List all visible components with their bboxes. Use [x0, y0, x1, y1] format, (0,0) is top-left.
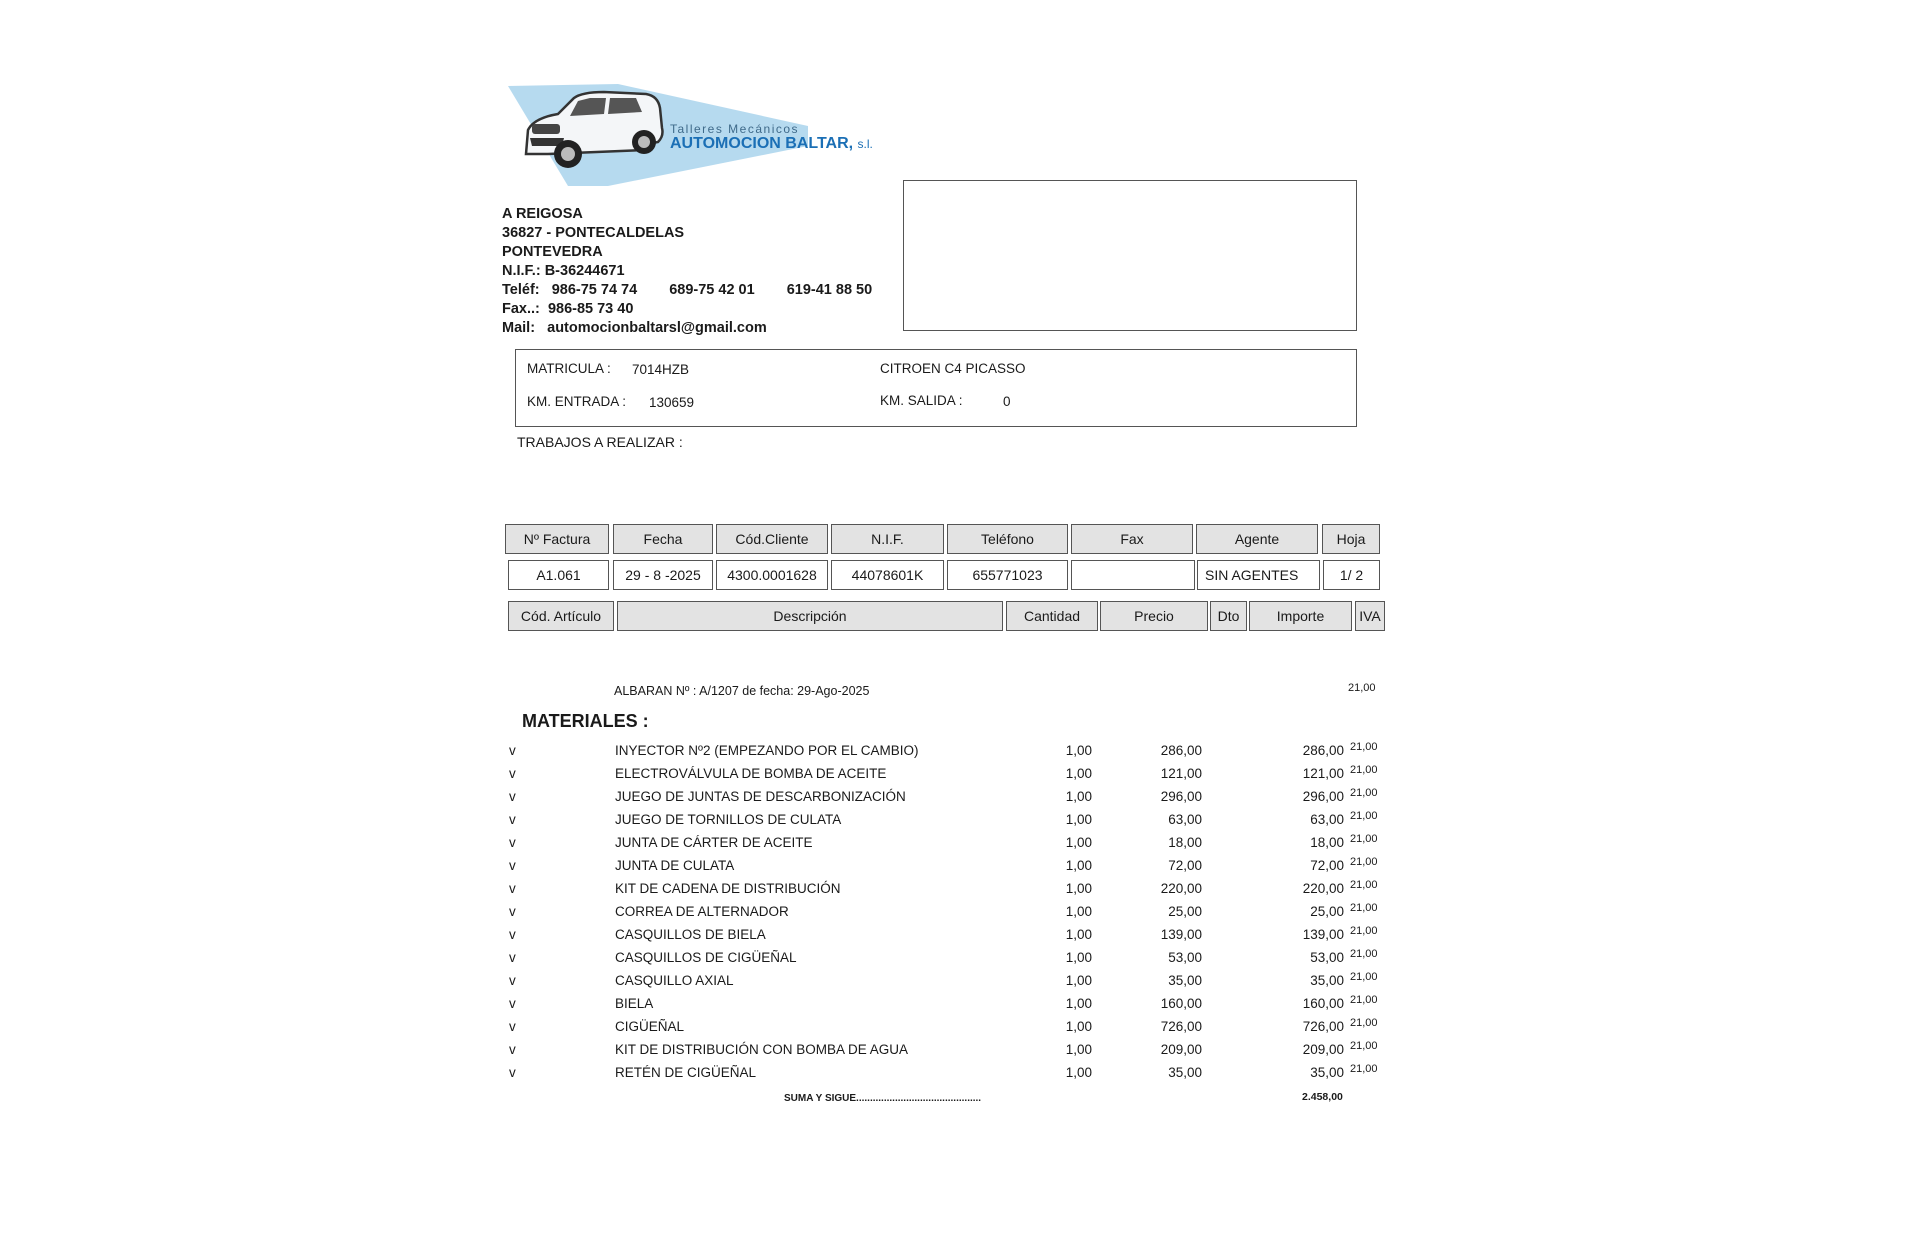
address-line2: 36827 - PONTECALDELAS: [502, 225, 685, 241]
item-importe: 139,00: [1302, 927, 1344, 942]
albaran-reference: ALBARAN Nº : A/1207 de fecha: 29-Ago-2025: [614, 684, 870, 698]
suma-total: 2.458,00: [1302, 1091, 1343, 1103]
hdr-agente: Agente: [1196, 524, 1318, 554]
list-item: [0, 973, 1920, 993]
list-item: [0, 858, 1920, 878]
hdr-cod-cliente: Cód.Cliente: [716, 524, 828, 554]
item-quantity: 1,00: [1065, 1042, 1092, 1057]
item-iva: 21,00: [1350, 902, 1378, 914]
item-description: KIT DE DISTRIBUCIÓN CON BOMBA DE AGUA: [615, 1042, 909, 1057]
item-price: 209,00: [1160, 1042, 1202, 1057]
item-importe: 35,00: [1310, 1065, 1344, 1080]
val-fecha: 29 - 8 -2025: [613, 560, 713, 590]
item-price: 63,00: [1168, 812, 1202, 827]
item-price: 139,00: [1160, 927, 1202, 942]
item-description: BIELA: [615, 996, 654, 1011]
hdr-dto: Dto: [1210, 601, 1247, 631]
tel-1: 986-75 74 74: [551, 282, 638, 298]
nif-line: [502, 262, 872, 281]
km-entrada-label: KM. ENTRADA :: [527, 394, 627, 409]
item-mark: v: [509, 789, 516, 804]
list-item: [0, 1065, 1920, 1085]
hdr-importe: Importe: [1249, 601, 1352, 631]
item-mark: v: [509, 743, 516, 758]
list-item: [0, 835, 1920, 855]
list-item: [0, 950, 1920, 970]
item-description: JUEGO DE JUNTAS DE DESCARBONIZACIÓN: [615, 789, 906, 804]
item-iva: 21,00: [1350, 1040, 1378, 1052]
fax-value: 986-85 73 40: [547, 301, 634, 317]
vehicle-model: CITROEN C4 PICASSO: [880, 361, 1026, 376]
item-iva: 21,00: [1350, 948, 1378, 960]
item-price: 53,00: [1168, 950, 1202, 965]
item-iva: 21,00: [1350, 741, 1378, 753]
hdr-cod-articulo: Cód. Artículo: [508, 601, 614, 631]
item-mark: v: [509, 881, 516, 896]
item-iva: 21,00: [1350, 1063, 1378, 1075]
item-importe: 18,00: [1310, 835, 1344, 850]
item-quantity: 1,00: [1065, 812, 1092, 827]
item-mark: v: [509, 973, 516, 988]
hdr-fecha: Fecha: [613, 524, 713, 554]
item-quantity: 1,00: [1065, 881, 1092, 896]
item-quantity: 1,00: [1065, 835, 1092, 850]
item-description: INYECTOR Nº2 (EMPEZANDO POR EL CAMBIO): [615, 743, 919, 758]
list-item: [0, 1019, 1920, 1039]
list-item: [0, 812, 1920, 832]
item-price: 296,00: [1160, 789, 1202, 804]
item-quantity: 1,00: [1065, 789, 1092, 804]
list-item: [0, 904, 1920, 924]
item-iva: 21,00: [1350, 764, 1378, 776]
item-description: KIT DE CADENA DE DISTRIBUCIÓN: [615, 881, 841, 896]
item-mark: v: [509, 858, 516, 873]
val-hoja: 1/ 2: [1323, 560, 1380, 590]
item-price: 220,00: [1160, 881, 1202, 896]
item-mark: v: [509, 904, 516, 919]
item-description: CASQUILLOS DE CIGÜEÑAL: [615, 950, 797, 965]
item-price: 726,00: [1160, 1019, 1202, 1034]
list-item: [0, 766, 1920, 786]
hdr-fax: Fax: [1071, 524, 1193, 554]
vehicle-info-box: [515, 349, 1357, 427]
list-item: [0, 743, 1920, 763]
item-description: JUNTA DE CÁRTER DE ACEITE: [615, 835, 813, 850]
list-item: [0, 1042, 1920, 1062]
item-iva: 21,00: [1350, 925, 1378, 937]
item-quantity: 1,00: [1065, 1065, 1092, 1080]
item-price: 72,00: [1168, 858, 1202, 873]
item-quantity: 1,00: [1065, 950, 1092, 965]
hdr-iva: IVA: [1355, 601, 1385, 631]
phone-line: [502, 281, 872, 300]
item-importe: 296,00: [1302, 789, 1344, 804]
item-mark: v: [509, 1065, 516, 1080]
mail-label: Mail:: [502, 320, 536, 336]
item-quantity: 1,00: [1065, 1019, 1092, 1034]
list-item: [0, 927, 1920, 947]
item-description: ELECTROVÁLVULA DE BOMBA DE ACEITE: [615, 766, 887, 781]
item-description: CIGÜEÑAL: [615, 1019, 685, 1034]
list-item: [0, 996, 1920, 1016]
val-nif: 44078601K: [831, 560, 944, 590]
item-importe: 25,00: [1310, 904, 1344, 919]
trabajos-label: TRABAJOS A REALIZAR :: [517, 434, 683, 450]
company-tagline: Talleres Mecánicos: [670, 122, 800, 136]
item-importe: 35,00: [1310, 973, 1344, 988]
hdr-nif: N.I.F.: [831, 524, 944, 554]
nif-value: B-36244671: [544, 263, 625, 279]
tel-label: Teléf:: [502, 282, 540, 298]
address-line1: A REIGOSA: [502, 206, 583, 222]
item-mark: v: [509, 1019, 516, 1034]
item-iva: 21,00: [1350, 833, 1378, 845]
item-iva: 21,00: [1350, 971, 1378, 983]
item-importe: 63,00: [1310, 812, 1344, 827]
item-iva: 21,00: [1350, 994, 1378, 1006]
item-mark: v: [509, 950, 516, 965]
tel-3: 619-41 88 50: [786, 282, 873, 298]
item-mark: v: [509, 766, 516, 781]
address-line3: PONTEVEDRA: [502, 244, 603, 260]
hdr-cantidad: Cantidad: [1006, 601, 1098, 631]
company-name: AUTOMOCION BALTAR,: [670, 135, 854, 152]
hdr-hoja: Hoja: [1322, 524, 1380, 554]
hdr-factura: Nº Factura: [505, 524, 609, 554]
item-importe: 121,00: [1302, 766, 1344, 781]
item-importe: 160,00: [1302, 996, 1344, 1011]
item-iva: 21,00: [1350, 810, 1378, 822]
item-mark: v: [509, 1042, 516, 1057]
item-mark: v: [509, 835, 516, 850]
fax-label: Fax..:: [502, 301, 540, 317]
val-fax: [1071, 560, 1195, 590]
item-mark: v: [509, 812, 516, 827]
val-telefono: 655771023: [947, 560, 1068, 590]
company-address: [502, 205, 872, 338]
item-quantity: 1,00: [1065, 973, 1092, 988]
item-importe: 53,00: [1310, 950, 1344, 965]
matricula-value: 7014HZB: [632, 362, 690, 377]
item-importe: 72,00: [1310, 858, 1344, 873]
fax-line: [502, 300, 872, 319]
item-importe: 220,00: [1302, 881, 1344, 896]
item-iva: 21,00: [1350, 1017, 1378, 1029]
km-salida-value: 0: [1003, 394, 1011, 409]
list-item: [0, 881, 1920, 901]
item-importe: 286,00: [1302, 743, 1344, 758]
item-quantity: 1,00: [1065, 904, 1092, 919]
item-mark: v: [509, 927, 516, 942]
item-price: 121,00: [1160, 766, 1202, 781]
item-price: 160,00: [1160, 996, 1202, 1011]
list-item: [0, 789, 1920, 809]
item-iva: 21,00: [1350, 856, 1378, 868]
item-quantity: 1,00: [1065, 996, 1092, 1011]
hdr-descripcion: Descripción: [617, 601, 1003, 631]
item-description: CORREA DE ALTERNADOR: [615, 904, 789, 919]
val-factura: A1.061: [508, 560, 609, 590]
item-importe: 726,00: [1302, 1019, 1344, 1034]
item-description: RETÉN DE CIGÜEÑAL: [615, 1065, 757, 1080]
client-address-box: [903, 180, 1357, 331]
item-price: 18,00: [1168, 835, 1202, 850]
suma-y-sigue-label: SUMA Y SIGUE.............................................: [784, 1093, 982, 1104]
item-description: CASQUILLO AXIAL: [615, 973, 734, 988]
hdr-precio: Precio: [1100, 601, 1208, 631]
km-entrada-value: 130659: [649, 395, 695, 410]
item-description: CASQUILLOS DE BIELA: [615, 927, 766, 942]
item-quantity: 1,00: [1065, 766, 1092, 781]
item-quantity: 1,00: [1065, 743, 1092, 758]
item-description: JUEGO DE TORNILLOS DE CULATA: [615, 812, 842, 827]
company-suffix: s.l.: [857, 137, 873, 151]
hdr-telefono: Teléfono: [947, 524, 1068, 554]
val-agente: SIN AGENTES: [1197, 560, 1320, 590]
mail-line: [502, 319, 872, 338]
item-quantity: 1,00: [1065, 858, 1092, 873]
nif-label: N.I.F.:: [502, 263, 541, 279]
item-price: 35,00: [1168, 1065, 1202, 1080]
item-description: JUNTA DE CULATA: [615, 858, 735, 873]
item-price: 286,00: [1160, 743, 1202, 758]
mail-value: automocionbaltarsl@gmail.com: [547, 320, 767, 336]
km-salida-label: KM. SALIDA :: [880, 393, 963, 408]
val-cod-cliente: 4300.0001628: [716, 560, 828, 590]
item-price: 35,00: [1168, 973, 1202, 988]
materiales-heading: MATERIALES :: [522, 711, 649, 731]
tel-2: 689-75 42 01: [669, 282, 755, 298]
item-iva: 21,00: [1350, 787, 1378, 799]
item-price: 25,00: [1168, 904, 1202, 919]
item-iva: 21,00: [1350, 879, 1378, 891]
item-quantity: 1,00: [1065, 927, 1092, 942]
item-mark: v: [509, 996, 516, 1011]
albaran-iva: 21,00: [1348, 682, 1376, 694]
item-importe: 209,00: [1302, 1042, 1344, 1057]
matricula-label: MATRICULA :: [527, 361, 611, 376]
company-logo: [508, 84, 900, 186]
